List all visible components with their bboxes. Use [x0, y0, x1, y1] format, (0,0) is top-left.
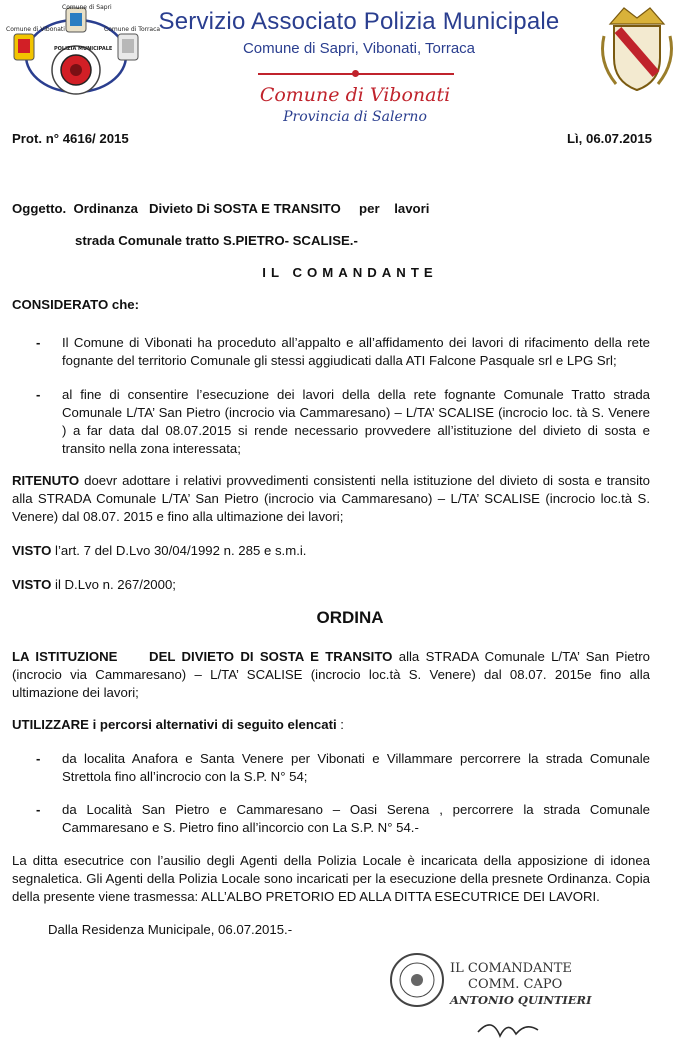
- subject-line: Oggetto. Ordinanza Divieto Di SOSTA E TRANSITO per lavori: [12, 201, 430, 216]
- visto-label: VISTO: [12, 577, 52, 592]
- municipal-crest-icon: [594, 2, 680, 94]
- closing-paragraph: La ditta esecutrice con l’ausilio degli Agenti della Polizia Locale è incaricata della apposizione di idonea segnaletica. Gli Agenti della Polizia Locale sono incaricati per la esecuzione della presnete Ordinanza. Copia della presente viene trasmessa: ALL’ALBO PRETORIO ED ALLA DITTA ESECUTRICE DEI LAVORI.: [12, 853, 650, 904]
- associated-service-logo: [6, 4, 161, 102]
- logo-caption-torraca: Comune di Torraca: [104, 26, 161, 33]
- istituzione-label: LA ISTITUZIONE DEL DIVIETO DI SOSTA E TRANSITO: [12, 649, 393, 664]
- list-bullet: -: [36, 335, 41, 350]
- visto-paragraph: [12, 542, 650, 560]
- service-title: Servizio Associato Polizia Municipale: [158, 8, 560, 35]
- residenza-line: Dalla Residenza Municipale, 06.07.2015.-: [48, 922, 293, 937]
- list-bullet: -: [36, 387, 41, 402]
- considerato-heading: CONSIDERATO che:: [12, 297, 140, 312]
- visto-label: VISTO: [12, 543, 52, 558]
- percorso-item: da Località San Pietro e Cammaresano – Oasi Serena , percorrere la strada Comunale Cammaresano e S. Pietro fino all’incorcio con La S.P. N° 54.-: [62, 802, 650, 835]
- protocol-number: Prot. n° 4616/ 2015: [12, 131, 129, 146]
- ordina-heading: ORDINA: [316, 608, 384, 627]
- stamp-name: ANTONIO QUINTIERI: [450, 993, 592, 1007]
- utilizzare-colon: :: [336, 717, 344, 732]
- utilizzare-paragraph: [12, 716, 650, 734]
- stamp-rank: COMM. CAPO: [468, 977, 563, 992]
- considerato-item: Il Comune di Vibonati ha proceduto all’appalto e all’affidamento dei lavori di rifacimento della rete fognante del territorio Comunale gli stessi aggiudicati dalla ATI Falcone Pasquale srl e LPG Srl;: [62, 335, 650, 368]
- logo-caption-vibonati: Comune di Vibonati: [6, 26, 65, 33]
- ritenuto-paragraph: [12, 472, 650, 526]
- signature-scribble: [478, 1025, 538, 1036]
- visto-text: il D.Lvo n. 267/2000;: [51, 577, 176, 592]
- subject-line-2: strada Comunale tratto S.PIETRO- SCALISE.-: [75, 233, 358, 248]
- logo-caption-sapri: Comune di Sapri: [62, 4, 112, 11]
- header-divider-dot: [352, 70, 359, 77]
- utilizzare-label: UTILIZZARE i percorsi alternativi di seguito elencati: [12, 717, 337, 732]
- visto-text: l’art. 7 del D.Lvo 30/04/1992 n. 285 e s.m.i.: [51, 543, 307, 558]
- comune-name: Comune di Vibonati: [259, 84, 451, 106]
- considerato-item: al fine di consentire l’esecuzione dei lavori della della rete fognante Comunale Tratto strada Comunale L/TA’ San Pietro (incrocio via Cammaresano) – L/TA’ SCALISE (incrocio loc. tà S. Venere ) a far data dal 08.07.2015 si rende necessario provvedere all’istituzione del divieto di sosta e transito nella zona interessata;: [62, 387, 650, 456]
- percorso-item: da localita Anafora e Santa Venere per Vibonati e Villammare percorrere la strada Comunale Strettola fino all’incrocio con la S.P. N° 54;: [62, 751, 650, 784]
- commander-stamp: [388, 950, 592, 1050]
- logo-ring-text: POLIZIA MUNICIPALE: [54, 46, 113, 52]
- provincia-name: Provincia di Salerno: [283, 109, 427, 125]
- document-date: Lì, 06.07.2015: [566, 131, 652, 146]
- commander-heading: IL COMANDANTE: [262, 265, 438, 280]
- ritenuto-label: RITENUTO: [12, 473, 80, 488]
- ritenuto-text: doevr adottare i relativi provvedimenti consistenti nella istituzione del divieto di sosta e transito alla STRADA Comunale L/TA’ San Pietro (incrocio via Cammaresano) – L/TA’ SCALISE (incrocio loc.tà S. Venere) dal 08.07. 2015 e fino alla ultimazione dei lavori;: [12, 473, 650, 524]
- istituzione-text: alla STRADA Comunale L/TA’ San Pietro (incrocio via Cammaresano) – L/TA’ SCALISE (incrocio loc.tà S. Venere) dal 08.07. 2015e fino alla ultimazione dei lavori;: [12, 649, 650, 700]
- list-bullet: -: [36, 802, 41, 817]
- istituzione-paragraph: [12, 648, 650, 702]
- stamp-commander: IL COMANDANTE: [450, 961, 572, 976]
- service-subtitle: Comune di Sapri, Vibonati, Torraca: [242, 40, 476, 57]
- visto-paragraph: [12, 576, 650, 594]
- list-bullet: -: [36, 751, 41, 766]
